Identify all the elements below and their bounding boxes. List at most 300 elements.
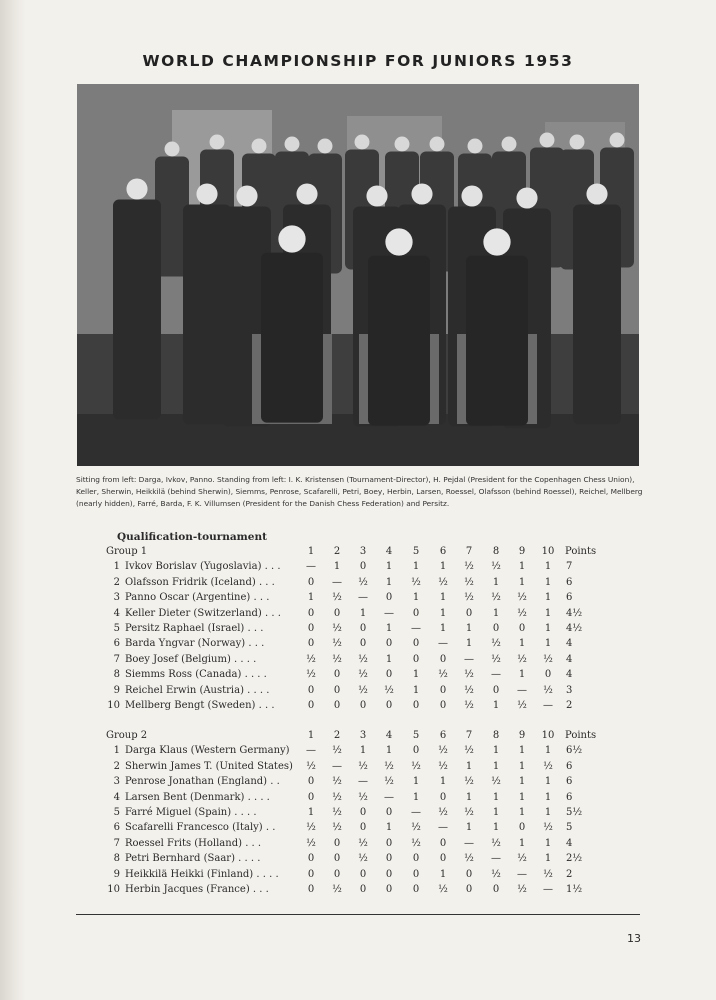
result-cell: 1 (439, 776, 447, 788)
result-cell: ½ (358, 837, 368, 849)
result-cell: 0 (439, 684, 447, 696)
result-cell: ½ (358, 576, 368, 588)
result-cell: 1 (518, 791, 526, 803)
result-cell: 1 (412, 684, 420, 696)
column-header: 6 (439, 546, 447, 557)
result-cell: 1 (465, 760, 473, 772)
column-header: 10 (541, 730, 555, 741)
column-header: 4 (385, 546, 393, 557)
table-row (0, 853, 716, 868)
player-name: Sherwin James T. (United States) (125, 760, 293, 772)
column-header: 3 (359, 730, 367, 741)
result-cell: 1 (385, 561, 393, 573)
result-cell: 0 (333, 684, 341, 696)
player-points: 6 (566, 576, 573, 588)
result-cell: ½ (491, 592, 501, 604)
table-row (0, 884, 716, 899)
result-cell: 1 (492, 700, 500, 711)
result-cell: ½ (464, 576, 474, 588)
result-cell: ½ (491, 837, 501, 849)
result-cell: ½ (332, 638, 342, 650)
player-points: 1½ (566, 884, 583, 895)
result-cell: ½ (306, 760, 316, 772)
column-header: 3 (359, 546, 367, 557)
player-rank: 7 (113, 837, 120, 849)
result-cell: 0 (307, 868, 315, 880)
result-cell: 1 (307, 807, 315, 818)
result-cell: — (491, 669, 501, 681)
player-points: 5 (566, 822, 573, 834)
result-cell: 0 (385, 868, 393, 880)
result-cell: 0 (492, 623, 500, 634)
column-header: 9 (518, 730, 526, 741)
result-cell: — (517, 868, 527, 880)
column-header: 2 (333, 546, 341, 557)
result-cell: ½ (517, 653, 527, 665)
player-rank: 9 (113, 684, 120, 696)
result-cell: 1 (385, 576, 393, 588)
player-name: Roessel Frits (Holland) . . . (125, 837, 262, 849)
column-header: 6 (439, 730, 447, 741)
result-cell: 1 (544, 776, 552, 788)
result-cell: — (464, 837, 474, 849)
result-cell: — (411, 623, 421, 634)
result-cell: 1 (518, 561, 526, 573)
result-cell: 1 (544, 791, 552, 803)
result-cell: 0 (385, 837, 393, 849)
result-cell: ½ (438, 807, 448, 818)
player-name: Keller Dieter (Switzerland) . . . (125, 607, 281, 619)
bottom-rule (76, 914, 640, 915)
player-rank: 9 (113, 868, 120, 880)
result-cell: 1 (492, 791, 500, 803)
column-header: 10 (541, 546, 555, 557)
player-name: Olafsson Fridrik (Iceland) . . . (125, 576, 275, 588)
result-cell: ½ (464, 807, 474, 818)
player-name: Larsen Bent (Denmark) . . . . (125, 791, 270, 803)
player-rank: 7 (113, 653, 120, 665)
player-rank: 10 (107, 884, 120, 895)
result-cell: 1 (465, 791, 473, 803)
result-cell: ½ (464, 700, 474, 711)
result-cell: ½ (491, 561, 501, 573)
player-points: 4 (566, 653, 573, 665)
result-cell: ½ (543, 868, 553, 880)
column-header: 2 (333, 730, 341, 741)
result-cell: 0 (492, 684, 500, 696)
result-cell: 0 (307, 638, 315, 650)
result-cell: ½ (306, 837, 316, 849)
result-cell: 1 (385, 653, 393, 665)
player-rank: 2 (113, 576, 120, 588)
player-rank: 5 (113, 807, 120, 818)
table-row (0, 577, 716, 592)
result-cell: — (358, 592, 368, 604)
result-cell: 1 (385, 745, 393, 757)
result-cell: 0 (439, 853, 447, 865)
result-cell: 1 (544, 607, 552, 619)
result-cell: — (306, 745, 316, 757)
result-cell: 1 (492, 807, 500, 818)
result-cell: 1 (544, 623, 552, 634)
result-cell: ½ (464, 776, 474, 788)
result-cell: 0 (385, 853, 393, 865)
player-name: Reichel Erwin (Austria) . . . . (125, 684, 270, 696)
result-cell: 0 (333, 669, 341, 681)
player-rank: 6 (113, 638, 120, 650)
result-cell: — (543, 884, 553, 895)
column-header: 8 (492, 730, 500, 741)
table-row (0, 592, 716, 607)
result-cell: 0 (439, 700, 447, 711)
result-cell: 0 (333, 853, 341, 865)
result-cell: ½ (438, 576, 448, 588)
player-rank: 2 (113, 760, 120, 772)
photo-caption: Sitting from left: Darga, Ivkov, Panno. Standing from left: I. K. Kristensen (Tournament-Director), H. Pejdal (President for the Copenhagen Chess Union), Keller, Sherwin, Heikkilä (behind Sherwin), Siemms, Penrose, Scafarelli, Petri, Boey, Herbin, Larsen, Roessel, Olafsson (behind Roessel), Reichel, Mellberg (nearly hidden), Farré, Barda, F. K. Villumsen (President for the Danish Chess Federation) and Persitz. (76, 475, 643, 508)
column-header: 5 (412, 730, 420, 741)
result-cell: 0 (359, 822, 367, 834)
result-cell: — (332, 576, 342, 588)
result-cell: 1 (439, 607, 447, 619)
result-cell: 0 (359, 868, 367, 880)
result-cell: ½ (464, 561, 474, 573)
result-cell: ½ (332, 822, 342, 834)
team-photo (77, 84, 639, 466)
result-cell: ½ (332, 653, 342, 665)
section-title: Qualification-tournament (117, 531, 267, 543)
result-cell: 0 (439, 653, 447, 665)
player-rank: 1 (113, 561, 120, 573)
result-cell: 0 (385, 638, 393, 650)
result-cell: 1 (518, 760, 526, 772)
player-name: Herbin Jacques (France) . . . (125, 884, 269, 895)
result-cell: 1 (518, 638, 526, 650)
result-cell: 0 (412, 638, 420, 650)
result-cell: 1 (439, 868, 447, 880)
player-rank: 3 (113, 776, 120, 788)
result-cell: 0 (359, 700, 367, 711)
result-cell: 0 (518, 623, 526, 634)
page-number: 13 (627, 932, 641, 945)
column-header: 9 (518, 546, 526, 557)
player-name: Mellberg Bengt (Sweden) . . . (125, 700, 275, 711)
player-rank: 6 (113, 822, 120, 834)
result-cell: ½ (543, 822, 553, 834)
player-rank: 4 (113, 791, 120, 803)
player-points: 6 (566, 791, 573, 803)
table-row (0, 608, 716, 623)
result-cell: 0 (412, 607, 420, 619)
result-cell: ½ (411, 822, 421, 834)
result-cell: 0 (518, 822, 526, 834)
result-cell: ½ (332, 776, 342, 788)
result-cell: — (332, 760, 342, 772)
result-cell: ½ (464, 745, 474, 757)
result-cell: 1 (544, 807, 552, 818)
player-points: 3 (566, 684, 573, 696)
player-points: 2 (566, 868, 573, 880)
result-cell: ½ (464, 669, 474, 681)
result-cell: 1 (439, 561, 447, 573)
result-cell: 0 (307, 607, 315, 619)
result-cell: 0 (307, 700, 315, 711)
result-cell: 1 (412, 592, 420, 604)
table-row (0, 623, 716, 638)
result-cell: 1 (412, 791, 420, 803)
column-header: 8 (492, 546, 500, 557)
result-cell: — (384, 607, 394, 619)
result-cell: ½ (306, 653, 316, 665)
result-cell: 0 (307, 684, 315, 696)
table-row (0, 822, 716, 837)
player-points: 6 (566, 776, 573, 788)
result-cell: 1 (544, 638, 552, 650)
result-cell: 0 (465, 884, 473, 895)
player-points: 2 (566, 700, 573, 711)
result-cell: ½ (517, 884, 527, 895)
result-cell: — (438, 822, 448, 834)
result-cell: 0 (385, 700, 393, 711)
result-cell: 0 (385, 884, 393, 895)
player-rank: 8 (113, 853, 120, 865)
result-cell: 1 (518, 745, 526, 757)
result-cell: 1 (518, 576, 526, 588)
table-header (0, 546, 716, 561)
result-cell: 1 (465, 638, 473, 650)
result-cell: 0 (465, 607, 473, 619)
result-cell: 1 (492, 760, 500, 772)
result-cell: 0 (439, 837, 447, 849)
player-name: Panno Oscar (Argentine) . . . (125, 592, 270, 604)
result-cell: ½ (358, 669, 368, 681)
result-cell: 1 (439, 592, 447, 604)
result-cell: ½ (332, 791, 342, 803)
result-cell: 1 (465, 822, 473, 834)
result-cell: 0 (307, 853, 315, 865)
result-cell: 1 (544, 745, 552, 757)
result-cell: 1 (307, 592, 315, 604)
player-points: 4½ (566, 623, 583, 634)
result-cell: ½ (438, 760, 448, 772)
result-cell: 1 (544, 592, 552, 604)
result-cell: 1 (333, 561, 341, 573)
player-name: Barda Yngvar (Norway) . . . (125, 638, 265, 650)
result-cell: 1 (492, 822, 500, 834)
player-rank: 3 (113, 592, 120, 604)
player-rank: 4 (113, 607, 120, 619)
result-cell: ½ (358, 684, 368, 696)
result-cell: 0 (385, 669, 393, 681)
result-cell: 1 (544, 837, 552, 849)
result-cell: ½ (384, 684, 394, 696)
column-header: 1 (307, 730, 315, 741)
result-cell: ½ (358, 653, 368, 665)
player-rank: 1 (113, 745, 120, 757)
result-cell: — (517, 684, 527, 696)
table-row (0, 807, 716, 822)
result-cell: ½ (517, 607, 527, 619)
column-header: 7 (465, 730, 473, 741)
result-cell: ½ (543, 653, 553, 665)
result-cell: ½ (306, 822, 316, 834)
result-cell: ½ (332, 807, 342, 818)
table-row (0, 654, 716, 669)
result-cell: 1 (465, 623, 473, 634)
photo-illustration (77, 84, 639, 466)
result-cell: ½ (438, 669, 448, 681)
result-cell: — (491, 853, 501, 865)
table-row (0, 669, 716, 684)
table-row (0, 761, 716, 776)
result-cell: ½ (438, 884, 448, 895)
table-row (0, 561, 716, 576)
result-cell: 0 (307, 576, 315, 588)
result-cell: ½ (358, 760, 368, 772)
result-cell: ½ (517, 853, 527, 865)
result-cell: ½ (332, 623, 342, 634)
result-cell: 0 (307, 776, 315, 788)
result-cell: ½ (543, 760, 553, 772)
result-cell: ½ (491, 868, 501, 880)
table-row (0, 792, 716, 807)
result-cell: 0 (359, 638, 367, 650)
result-cell: 0 (412, 868, 420, 880)
result-cell: ½ (464, 684, 474, 696)
column-header: 1 (307, 546, 315, 557)
result-cell: — (411, 807, 421, 818)
column-header: 5 (412, 546, 420, 557)
result-cell: 1 (359, 607, 367, 619)
result-cell: 0 (333, 868, 341, 880)
player-points: 5½ (566, 807, 583, 818)
table-row (0, 638, 716, 653)
result-cell: 1 (492, 576, 500, 588)
player-points: 6½ (566, 745, 583, 757)
player-points: 6 (566, 592, 573, 604)
result-cell: 0 (465, 868, 473, 880)
result-cell: — (358, 776, 368, 788)
table-header (0, 730, 716, 745)
result-cell: 0 (412, 853, 420, 865)
player-points: 4 (566, 669, 573, 681)
result-cell: ½ (517, 592, 527, 604)
result-cell: ½ (332, 745, 342, 757)
points-header: Points (565, 730, 597, 741)
player-name: Persitz Raphael (Israel) . . . (125, 623, 264, 634)
player-rank: 10 (107, 700, 120, 711)
result-cell: 0 (359, 807, 367, 818)
result-cell: 1 (385, 822, 393, 834)
result-cell: 0 (412, 653, 420, 665)
player-name: Scafarelli Francesco (Italy) . . (125, 822, 276, 834)
result-cell: 1 (359, 745, 367, 757)
result-cell: 0 (412, 745, 420, 757)
player-name: Heikkilä Heikki (Finland) . . . . (125, 868, 279, 880)
result-cell: 0 (359, 884, 367, 895)
table-row (0, 745, 716, 760)
result-cell: 0 (492, 884, 500, 895)
table-row (0, 685, 716, 700)
result-cell: 0 (333, 837, 341, 849)
player-points: 7 (566, 561, 573, 573)
result-cell: 1 (412, 669, 420, 681)
player-points: 4½ (566, 607, 583, 619)
result-cell: ½ (464, 592, 474, 604)
result-cell: 0 (412, 884, 420, 895)
player-name: Siemms Ross (Canada) . . . . (125, 669, 267, 681)
result-cell: 0 (544, 669, 552, 681)
result-cell: — (543, 700, 553, 711)
result-cell: ½ (332, 884, 342, 895)
result-cell: 1 (439, 623, 447, 634)
result-cell: 1 (544, 576, 552, 588)
result-cell: 0 (412, 700, 420, 711)
result-cell: 0 (439, 791, 447, 803)
player-name: Ivkov Borislav (Yugoslavia) . . . (125, 561, 281, 573)
result-cell: 0 (307, 623, 315, 634)
result-cell: 0 (359, 623, 367, 634)
player-name: Darga Klaus (Western Germany) (125, 745, 290, 757)
table-row (0, 776, 716, 791)
group-label: Group 1 (106, 546, 148, 557)
player-name: Penrose Jonathan (England) . . (125, 776, 280, 788)
result-cell: ½ (306, 669, 316, 681)
result-cell: 0 (333, 607, 341, 619)
result-cell: 1 (518, 669, 526, 681)
player-rank: 5 (113, 623, 120, 634)
result-cell: 1 (492, 745, 500, 757)
table-row (0, 700, 716, 715)
result-cell: ½ (384, 776, 394, 788)
result-cell: — (306, 561, 316, 573)
result-cell: 0 (359, 561, 367, 573)
result-cell: ½ (358, 791, 368, 803)
result-cell: 1 (544, 561, 552, 573)
player-points: 2½ (566, 853, 583, 865)
result-cell: 0 (307, 884, 315, 895)
column-header: 7 (465, 546, 473, 557)
player-points: 6 (566, 760, 573, 772)
result-cell: ½ (358, 853, 368, 865)
result-cell: 1 (518, 807, 526, 818)
result-cell: ½ (438, 745, 448, 757)
result-cell: 1 (518, 837, 526, 849)
result-cell: ½ (332, 592, 342, 604)
result-cell: — (384, 791, 394, 803)
player-rank: 8 (113, 669, 120, 681)
result-cell: 1 (518, 776, 526, 788)
result-cell: 1 (412, 561, 420, 573)
result-cell: ½ (384, 760, 394, 772)
result-cell: 0 (307, 791, 315, 803)
column-header: 4 (385, 730, 393, 741)
result-cell: ½ (411, 837, 421, 849)
table-row (0, 869, 716, 884)
player-name: Farré Miguel (Spain) . . . . (125, 807, 257, 818)
result-cell: 0 (333, 700, 341, 711)
result-cell: ½ (543, 684, 553, 696)
result-cell: ½ (491, 776, 501, 788)
result-cell: 1 (412, 776, 420, 788)
result-cell: ½ (464, 853, 474, 865)
page-title: WORLD CHAMPIONSHIP FOR JUNIORS 1953 (142, 52, 574, 70)
table-row (0, 838, 716, 853)
result-cell: 1 (492, 607, 500, 619)
points-header: Points (565, 546, 597, 557)
player-points: 4 (566, 837, 573, 849)
player-name: Petri Bernhard (Saar) . . . . (125, 853, 261, 865)
result-cell: 1 (544, 853, 552, 865)
